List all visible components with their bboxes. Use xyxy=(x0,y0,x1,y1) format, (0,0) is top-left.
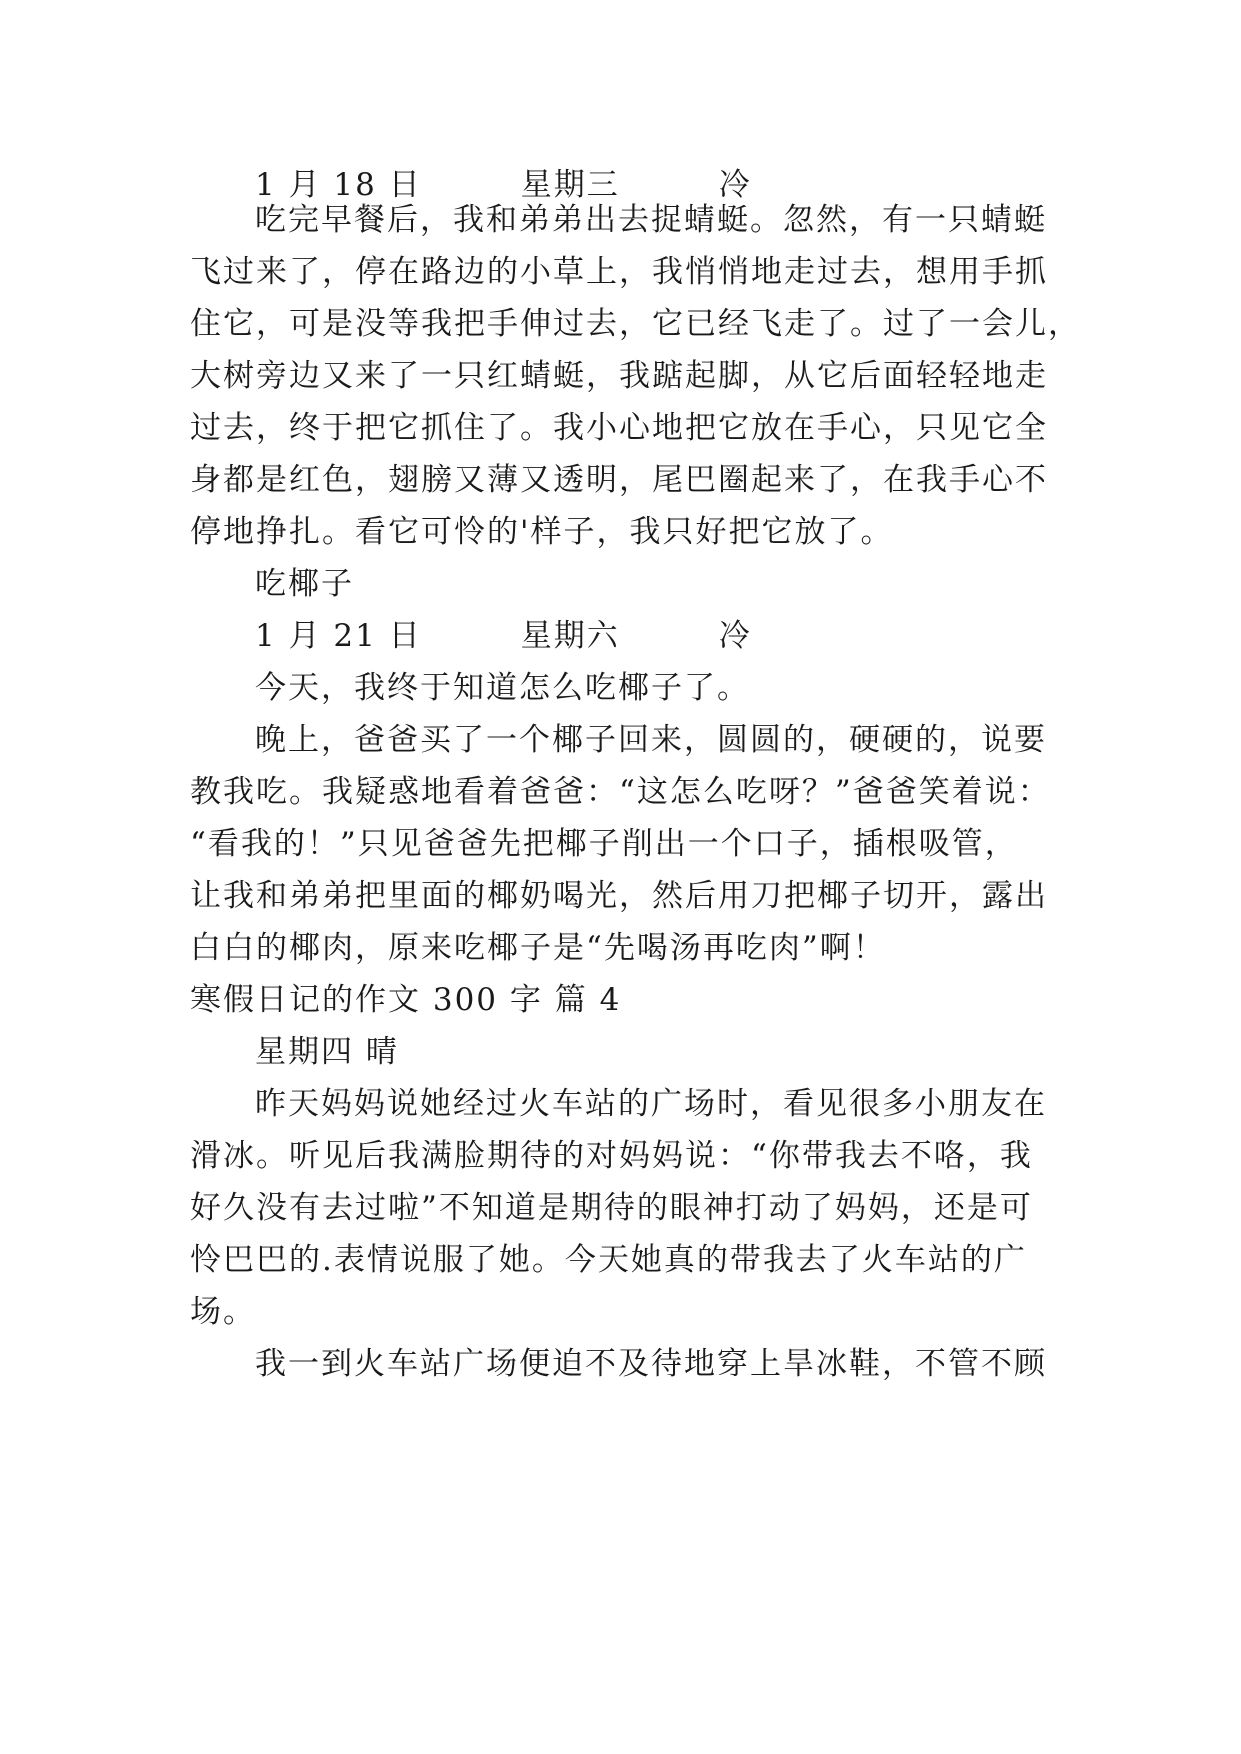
entry2-paragraph-line: 让我和弟弟把里面的椰奶喝光，然后用刀把椰子切开，露出 xyxy=(190,878,1048,914)
entry2-paragraph-line: 白白的椰肉，原来吃椰子是“先喝汤再吃肉”啊！ xyxy=(190,930,886,966)
entry3-paragraph-line: 滑冰。听见后我满脸期待的对妈妈说：“你带我去不咯，我 xyxy=(190,1138,1033,1174)
entry2-date-line: 1 月 21 日 星期六 冷 xyxy=(255,618,752,654)
entry1-paragraph-line: 住它，可是没等我把手伸过去，它已经飞走了。过了一会儿， xyxy=(190,306,1081,342)
entry2-paragraph-line: 教我吃。我疑惑地看着爸爸：“这怎么吃呀？”爸爸笑着说： xyxy=(190,774,1051,810)
entry1-paragraph-line: 停地挣扎。看它可怜的'样子，我只好把它放了。 xyxy=(190,514,894,550)
entry3-date-line: 星期四 晴 xyxy=(255,1034,399,1070)
entry1-paragraph-line: 飞过来了，停在路边的小草上，我悄悄地走过去，想用手抓 xyxy=(190,254,1048,290)
entry1-paragraph-line: 大树旁边又来了一只红蜻蜓，我踮起脚，从它后面轻轻地走 xyxy=(190,358,1048,394)
section-heading: 寒假日记的作文 300 字 篇 4 xyxy=(190,982,622,1018)
entry3-paragraph-line: 好久没有去过啦”不知道是期待的眼神打动了妈妈，还是可 xyxy=(190,1190,1033,1226)
entry1-paragraph-line: 过去，终于把它抓住了。我小心地把它放在手心，只见它全 xyxy=(190,410,1048,446)
entry3-paragraph-line: 场。 xyxy=(190,1294,256,1330)
entry3-paragraph-line: 我一到火车站广场便迫不及待地穿上旱冰鞋，不管不顾 xyxy=(255,1346,1047,1382)
entry3-paragraph-line: 怜巴巴的.表情说服了她。今天她真的带我去了火车站的广 xyxy=(190,1242,1027,1278)
entry3-paragraph-line: 昨天妈妈说她经过火车站的广场时，看见很多小朋友在 xyxy=(255,1086,1047,1122)
entry1-paragraph-line: 身都是红色，翅膀又薄又透明，尾巴圈起来了，在我手心不 xyxy=(190,462,1048,498)
entry1-date-line: 1 月 18 日 星期三 冷 xyxy=(255,167,752,203)
entry2-paragraph-line: 晚上，爸爸买了一个椰子回来，圆圆的，硬硬的，说要 xyxy=(255,722,1047,758)
entry2-intro: 今天，我终于知道怎么吃椰子了。 xyxy=(255,670,750,706)
entry2-title: 吃椰子 xyxy=(255,566,354,602)
entry1-paragraph-line: 吃完早餐后，我和弟弟出去捉蜻蜓。忽然，有一只蜻蜓 xyxy=(255,202,1047,238)
entry2-paragraph-line: “看我的！”只见爸爸先把椰子削出一个口子，插根吸管， xyxy=(190,826,1018,862)
